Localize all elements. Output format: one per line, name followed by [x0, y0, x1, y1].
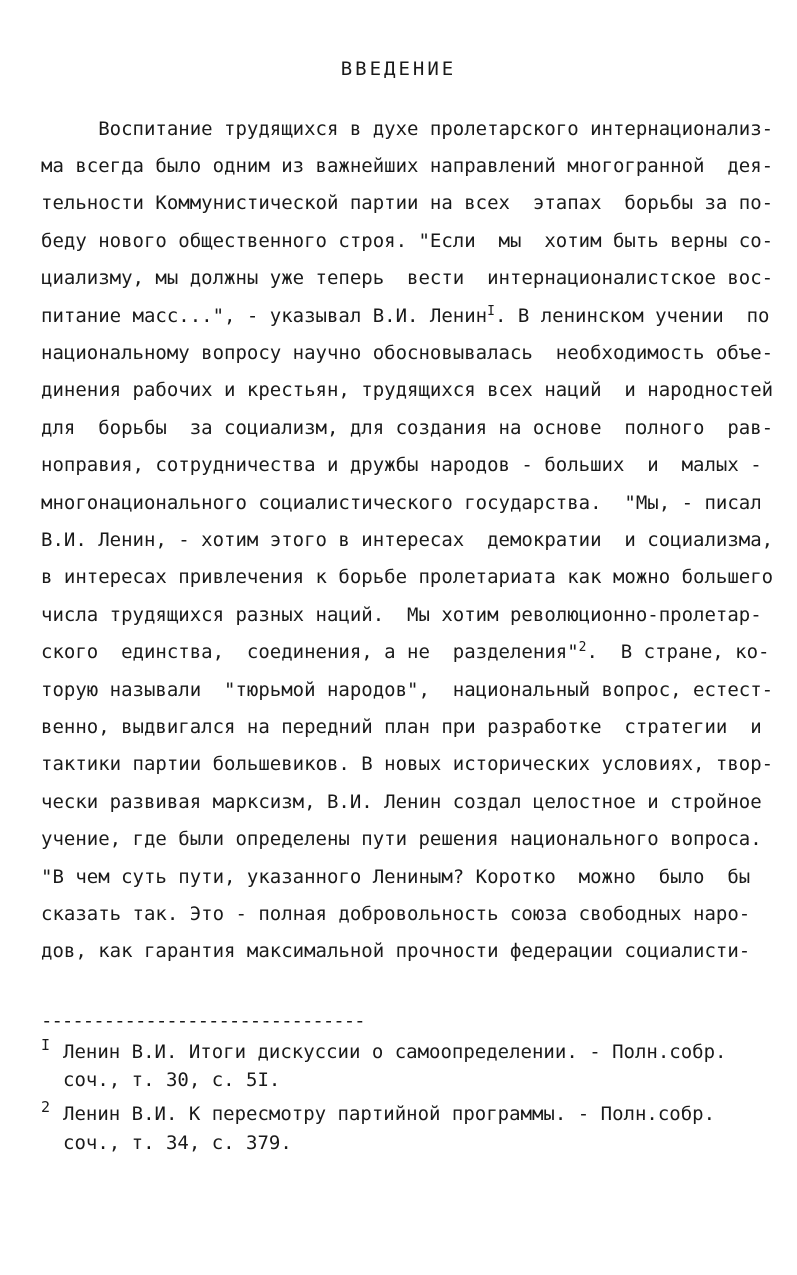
body-line: тактики партии большевиков. В новых исторических условиях, твор-	[41, 753, 774, 775]
body-line: Воспитание трудящихся в духе пролетарского интернационализ-	[41, 118, 774, 140]
footnote-mark: I	[41, 1036, 51, 1054]
body-line: для борьбы за социализм, для создания на основе полного рав-	[41, 417, 774, 439]
body-line: числа трудящихся разных наций. Мы хотим революционно-пролетар-	[41, 604, 762, 626]
body-line: ма всегда было одним из важнейших направлений многогранной дея-	[41, 155, 774, 177]
body-line: беду нового общественного строя. "Если мы хотим быть верны со-	[41, 230, 774, 252]
footnote-line: соч., т. 34, с. 379.	[63, 1132, 292, 1154]
body-line: дов, как гарантия максимальной прочности федерации социалисти-	[41, 940, 751, 962]
footnote-mark: 2	[41, 1098, 51, 1116]
body-line: циализму, мы должны уже теперь вести интернационалистское вос-	[41, 267, 774, 289]
footnote-separator: -------------------------------	[41, 1010, 365, 1032]
body-line: торую называли "тюрьмой народов", национальный вопрос, естест-	[41, 679, 774, 701]
body-line: венно, выдвигался на передний план при разработке стратегии и	[41, 716, 762, 738]
footnote-line: Ленин В.И. Итоги дискуссии о самоопределении. - Полн.собр.	[63, 1041, 727, 1063]
footnote-line: Ленин В.И. К пересмотру партийной программы. - Полн.собр.	[63, 1103, 716, 1125]
body-line	[41, 304, 781, 328]
body-line: ноправия, сотрудничества и дружбы народов - больших и малых -	[41, 454, 762, 476]
body-line: чески развивая марксизм, В.И. Ленин создал целостное и стройное	[41, 791, 762, 813]
body-line: учение, где были определены пути решения национального вопроса.	[41, 828, 762, 850]
footnote-ref: 2	[578, 640, 587, 655]
body-line: в интересах привлечения к борьбе пролетариата как можно большего	[41, 566, 774, 588]
footnote-ref: I	[487, 304, 495, 319]
body-text: питание масс...", - указывал В.И. Ленин	[41, 305, 488, 327]
body-line: национальному вопросу научно обосновывалась необходимость объе-	[41, 342, 774, 364]
body-line: В.И. Ленин, - хотим этого в интересах демократии и социализма,	[41, 529, 774, 551]
body-text: . В ленинском учении по	[494, 305, 770, 327]
body-text: ского единства, соединения, а не разделения"	[41, 641, 579, 663]
body-line	[41, 640, 781, 664]
body-line: тельности Коммунистической партии на всех этапах борьбы за по-	[41, 192, 774, 214]
body-line: сказать так. Это - полная добровольность союза свободных наро-	[41, 903, 751, 925]
body-line: "В чем суть пути, указанного Лениным? Коротко можно было бы	[41, 866, 751, 888]
body-line: многонационального социалистического государства. "Мы, - писал	[41, 492, 762, 514]
footnote	[41, 1131, 292, 1203]
body-text: . В стране, ко-	[586, 641, 770, 663]
page-title: ВВЕДЕНИЕ	[340, 58, 457, 80]
body-line: динения рабочих и крестьян, трудящихся всех наций и народностей	[41, 379, 774, 401]
footnote-line: соч., т. 30, с. 5I.	[63, 1069, 281, 1091]
